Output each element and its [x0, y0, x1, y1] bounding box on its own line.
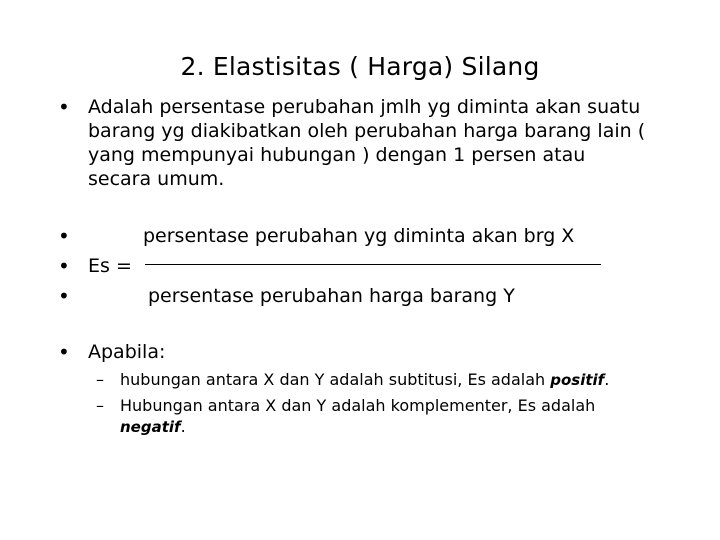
- apabila-label: Apabila:: [88, 341, 166, 363]
- fraction-line: [145, 264, 601, 265]
- formula-numerator: persentase perubahan yg diminta akan brg X: [143, 225, 575, 247]
- formula-denominator: persentase perubahan harga barang Y: [148, 285, 515, 307]
- bullet-marker: •: [58, 340, 70, 364]
- bullet-marker: •: [58, 224, 70, 248]
- bullet-marker: •: [58, 95, 70, 119]
- definition-text: Adalah persentase perubahan jmlh yg diminta akan suatu barang yg diakibatkan oleh perubahan harga barang lain ( yang mempunyai hubungan ) dengan 1 persen atau secara umum.: [88, 96, 646, 190]
- bullet-marker: •: [58, 254, 70, 278]
- dash-marker: –: [96, 396, 104, 415]
- apabila-item-2: Hubungan antara X dan Y adalah komplementer, Es adalah negatif.: [120, 396, 596, 436]
- bullet-marker: •: [58, 284, 70, 308]
- slide-title: 2. Elastisitas ( Harga) Silang: [180, 52, 540, 81]
- apabila-item-1: hubungan antara X dan Y adalah subtitusi, Es adalah positif.: [120, 370, 610, 389]
- formula-lhs: Es =: [88, 255, 132, 277]
- dash-marker: –: [96, 370, 104, 389]
